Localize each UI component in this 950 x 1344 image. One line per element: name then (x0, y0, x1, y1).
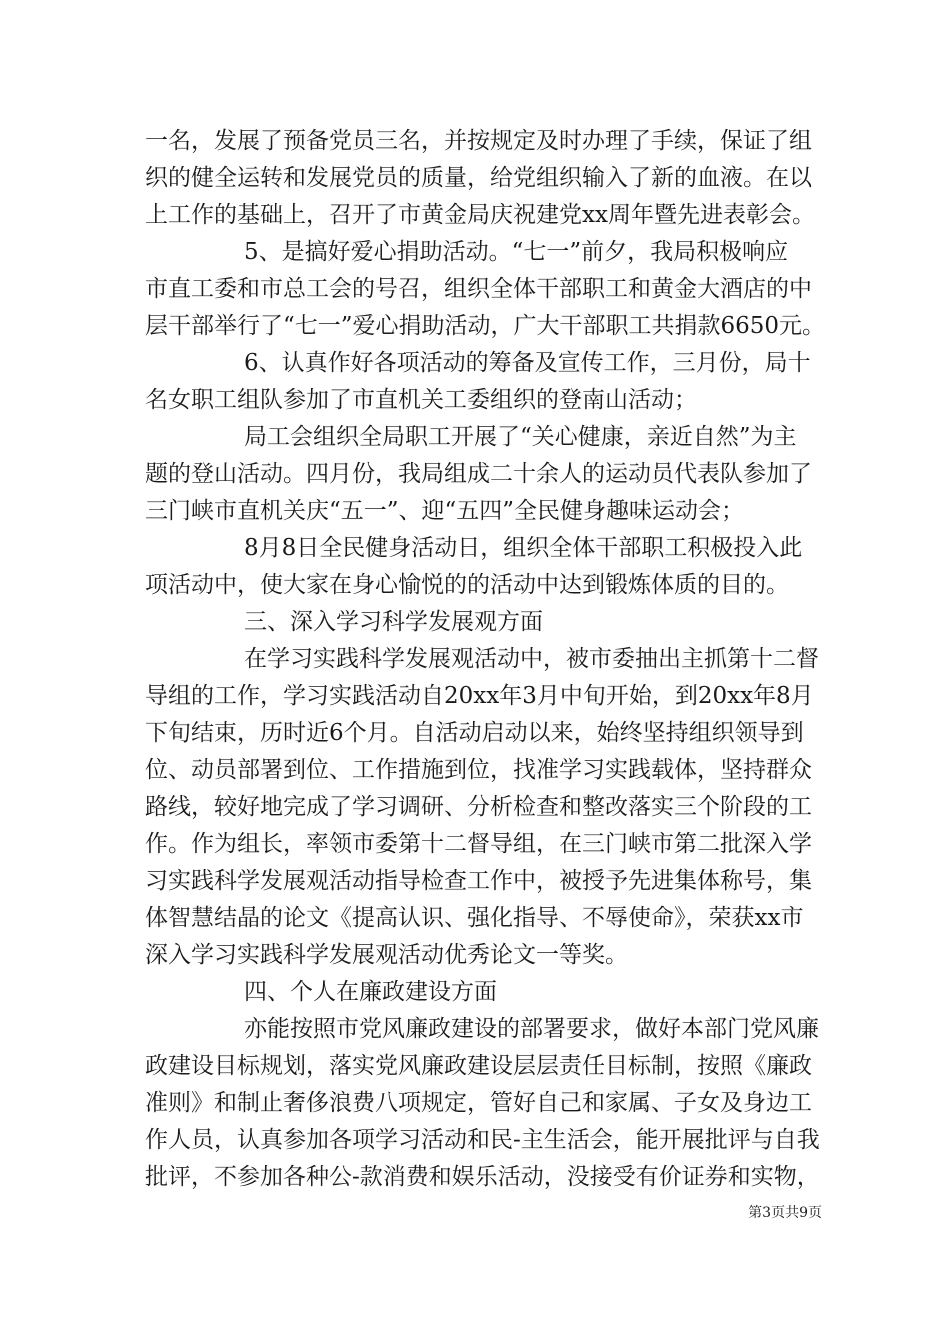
body-line: 上工作的基础上，召开了市黄金局庆祝建党xx周年暨先进表彰会。 (145, 202, 815, 228)
body-line: 批评，不参加各种公-款消费和娱乐活动，没接受有价证券和实物， (145, 1164, 820, 1190)
body-line: 作。作为组长，率领市委第十二督导组，在三门峡市第二批深入学 (145, 831, 812, 857)
body-line: 体智慧结晶的论文《提高认识、强化指导、不辱使命》，荣获xx市 (145, 905, 804, 931)
paragraph-start-line: 局工会组织全局职工开展了“关心健康，亲近自然”为主 (244, 424, 797, 450)
body-line: 政建设目标规划，落实党风廉政建设层层责任目标制，按照《廉政 (145, 1053, 812, 1079)
body-line: 名女职工组队参加了市直机关工委组织的登南山活动； (145, 387, 697, 413)
paragraph-start-line: 8月8日全民健身活动日，组织全体干部职工积极投入此 (244, 535, 803, 561)
body-line: 路线，较好地完成了学习调研、分析检查和整改落实三个阶段的工 (145, 794, 812, 820)
paragraph-start-line: 5、是搞好爱心捐助活动。“七一”前夕，我局积极响应 (244, 239, 789, 265)
section-heading: 三、深入学习科学发展观方面 (244, 609, 543, 635)
body-line: 习实践科学发展观活动指导检查工作中，被授予先进集体称号，集 (145, 868, 812, 894)
body-line: 位、动员部署到位、工作措施到位，找准学习实践载体，坚持群众 (145, 757, 812, 783)
body-line: 作人员，认真参加各项学习活动和民-主生活会，能开展批评与自我 (145, 1127, 820, 1153)
paragraph-start-line: 6、认真作好各项活动的筹备及宣传工作，三月份，局十 (244, 350, 811, 376)
paragraph-start-line: 在学习实践科学发展观活动中，被市委抽出主抓第十二督 (244, 646, 819, 672)
body-line: 下旬结束，历时近6个月。自活动启动以来，始终坚持组织领导到 (145, 720, 804, 746)
body-line: 准则》和制止奢侈浪费八项规定，管好自己和家属、子女及身边工 (145, 1090, 812, 1116)
body-line: 题的登山活动。四月份，我局组成二十余人的运动员代表队参加了 (145, 461, 812, 487)
body-line: 市直工委和市总工会的号召，组织全体干部职工和黄金大酒店的中 (145, 276, 812, 302)
body-line: 织的健全运转和发展党员的质量，给党组织输入了新的血液。在以 (145, 165, 812, 191)
page-number-footer: 第3页共9页 (748, 1205, 822, 1221)
body-line: 层干部举行了“七一”爱心捐助活动，广大干部职工共捐款6650元。 (145, 313, 825, 339)
body-line: 项活动中，使大家在身心愉悦的的活动中达到锻炼体质的目的。 (145, 572, 789, 598)
body-line: 三门峡市直机关庆“五一”、迎“五四”全民健身趣味运动会； (145, 498, 745, 524)
body-line: 一名，发展了预备党员三名，并按规定及时办理了手续，保证了组 (145, 128, 812, 154)
section-heading: 四、个人在廉政建设方面 (244, 979, 497, 1005)
body-line: 深入学习实践科学发展观活动优秀论文一等奖。 (145, 942, 628, 968)
body-line: 导组的工作，学习实践活动自20xx年3月中旬开始，到20xx年8月 (145, 683, 814, 709)
paragraph-start-line: 亦能按照市党风廉政建设的部署要求，做好本部门党风廉 (244, 1016, 819, 1042)
